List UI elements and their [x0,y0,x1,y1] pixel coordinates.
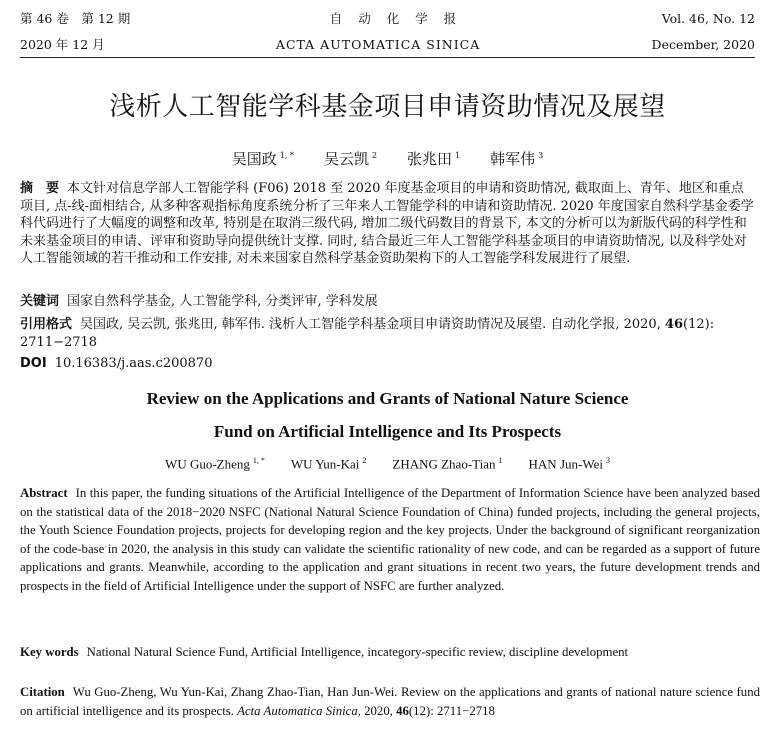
author-zh: 吴云凯 $^2$ [323,150,378,168]
citation-en [20,683,760,720]
paper-title-zh: 浅析人工智能学科基金项目申请资助情况及展望 [109,92,666,122]
abstract-zh [20,180,755,268]
citation-journal-en: Acta Automatica Sinica [237,703,358,718]
date-zh: 2020 年 12 月 [20,37,105,52]
citation-label-zh: 引用格式 [20,317,73,332]
keywords-label-en: Key words [20,645,79,659]
author-en: WU Yun-Kai $^2$ [290,456,367,472]
citation-zh [20,316,755,351]
date-en: December, 2020 [651,37,755,52]
keywords-text-zh: 国家自然科学基金, 人工智能学科, 分类评审, 学科发展 [67,294,378,309]
author-en: WU Guo-Zheng $^{1, *}$ [165,456,265,472]
running-header-top [20,11,755,27]
author-list-zh [0,146,775,169]
author-list-en [0,452,775,473]
citation-label-en: Citation [20,685,65,699]
author-zh: 吴国政 $^{1, *}$ [231,150,294,168]
abstract-text-en: In this paper, the funding situations of the Artificial Intelligence of the Department of Information Science have been analyzed based on the statistical data of the 2018−2020 NSFC (National Natural Science Foundation of China) funded projects, including the general projects, the Youth Science Foundation projects, projects for developing region and the key projects. Under the background of significant reorganization of the code-base in 2020, the analysis in this study can validate the scientific rationality of new code, and can be regarded as a support of future applications and grants. Meanwhile, according to the application and grant situations in recent two years, the future development trends and prospects in the field of Artificial Intelligence under the support of NSFC are further analyzed. [20,486,760,593]
running-header-bottom [20,37,755,53]
doi-line [20,355,755,373]
abstract-en [20,484,760,595]
paper-title-en-line2: Fund on Artificial Intelligence and Its Prospects [213,422,562,441]
keywords-label-zh: 关键词 [20,294,60,309]
citation-pages-en: (12): 2711−2718 [408,703,495,718]
volume-issue-zh: 第 46 卷 第 12 期 [20,11,131,26]
author-zh: 张兆田 $^1$ [407,150,461,168]
journal-name-zh: 自 动 化 学 报 [329,11,463,26]
citation-volume-zh: 46 [664,317,684,332]
author-en: ZHANG Zhao-Tian $^1$ [392,456,503,472]
keywords-text-en: National Natural Science Fund, Artificial Intelligence, incategory-specific review, discipline development [86,645,629,659]
citation-volume-en: 46 [396,703,409,718]
doi-label: DOI [20,356,47,371]
abstract-text-zh: 本文针对信息学部人工智能学科 (F06) 2018 至 2020 年度基金项目的申请和资助情况, 截取面上、青年、地区和重点项目, 点-线-面相结合, 从多种客观指标角度系统分析了三年来人工智能学科的申请和资助情况. 2020 年度国家自然科学基金委学科代码进行了大幅度的调整和改革, 特别是在取消三级代码, 增加二级代码数目的背景下, 本文的分析可以为新版代码的科学性和未来基金项目的申请、评审和资助导向提供统计支撑. 同时, 结合最近三年人工智能学科基金项目的申请资助情况, 以及科学处对人工智能领域的若干推动和工作安排, 对未来国家自然科学基金资助架构下的人工智能学科发展进行了展望. [20,181,754,266]
author-zh: 韩军伟 $^3$ [490,150,544,168]
abstract-label-zh: 摘 要 [20,181,60,196]
paper-title-en [0,382,775,448]
citation-year-en: , 2020, [357,703,397,718]
abstract-label-en: Abstract [20,486,68,500]
header-rule [20,57,755,58]
author-en: HAN Jun-Wei $^3$ [528,456,610,472]
citation-text-en: Wu Guo-Zheng, Wu Yun-Kai, Zhang Zhao-Tian, Han Jun-Wei. Review on the applications and grants of national nature science fund on artificial intelligence and its prospects. [20,685,760,718]
citation-pages-zh: (12): 2711−2718 [20,317,715,350]
paper-title-en-line1: Review on the Applications and Grants of National Nature Science [146,389,629,408]
citation-text-zh: 吴国政, 吴云凯, 张兆田, 韩军伟. 浅析人工智能学科基金项目申请资助情况及展望. 自动化学报, 2020, [80,317,665,332]
volume-issue-en: Vol. 46, No. 12 [661,11,755,26]
doi-value[interactable]: 10.16383/j.aas.c200870 [54,356,213,371]
journal-name-en: ACTA AUTOMATICA SINICA [275,37,481,52]
keywords-en [20,643,760,662]
keywords-zh [20,293,755,311]
